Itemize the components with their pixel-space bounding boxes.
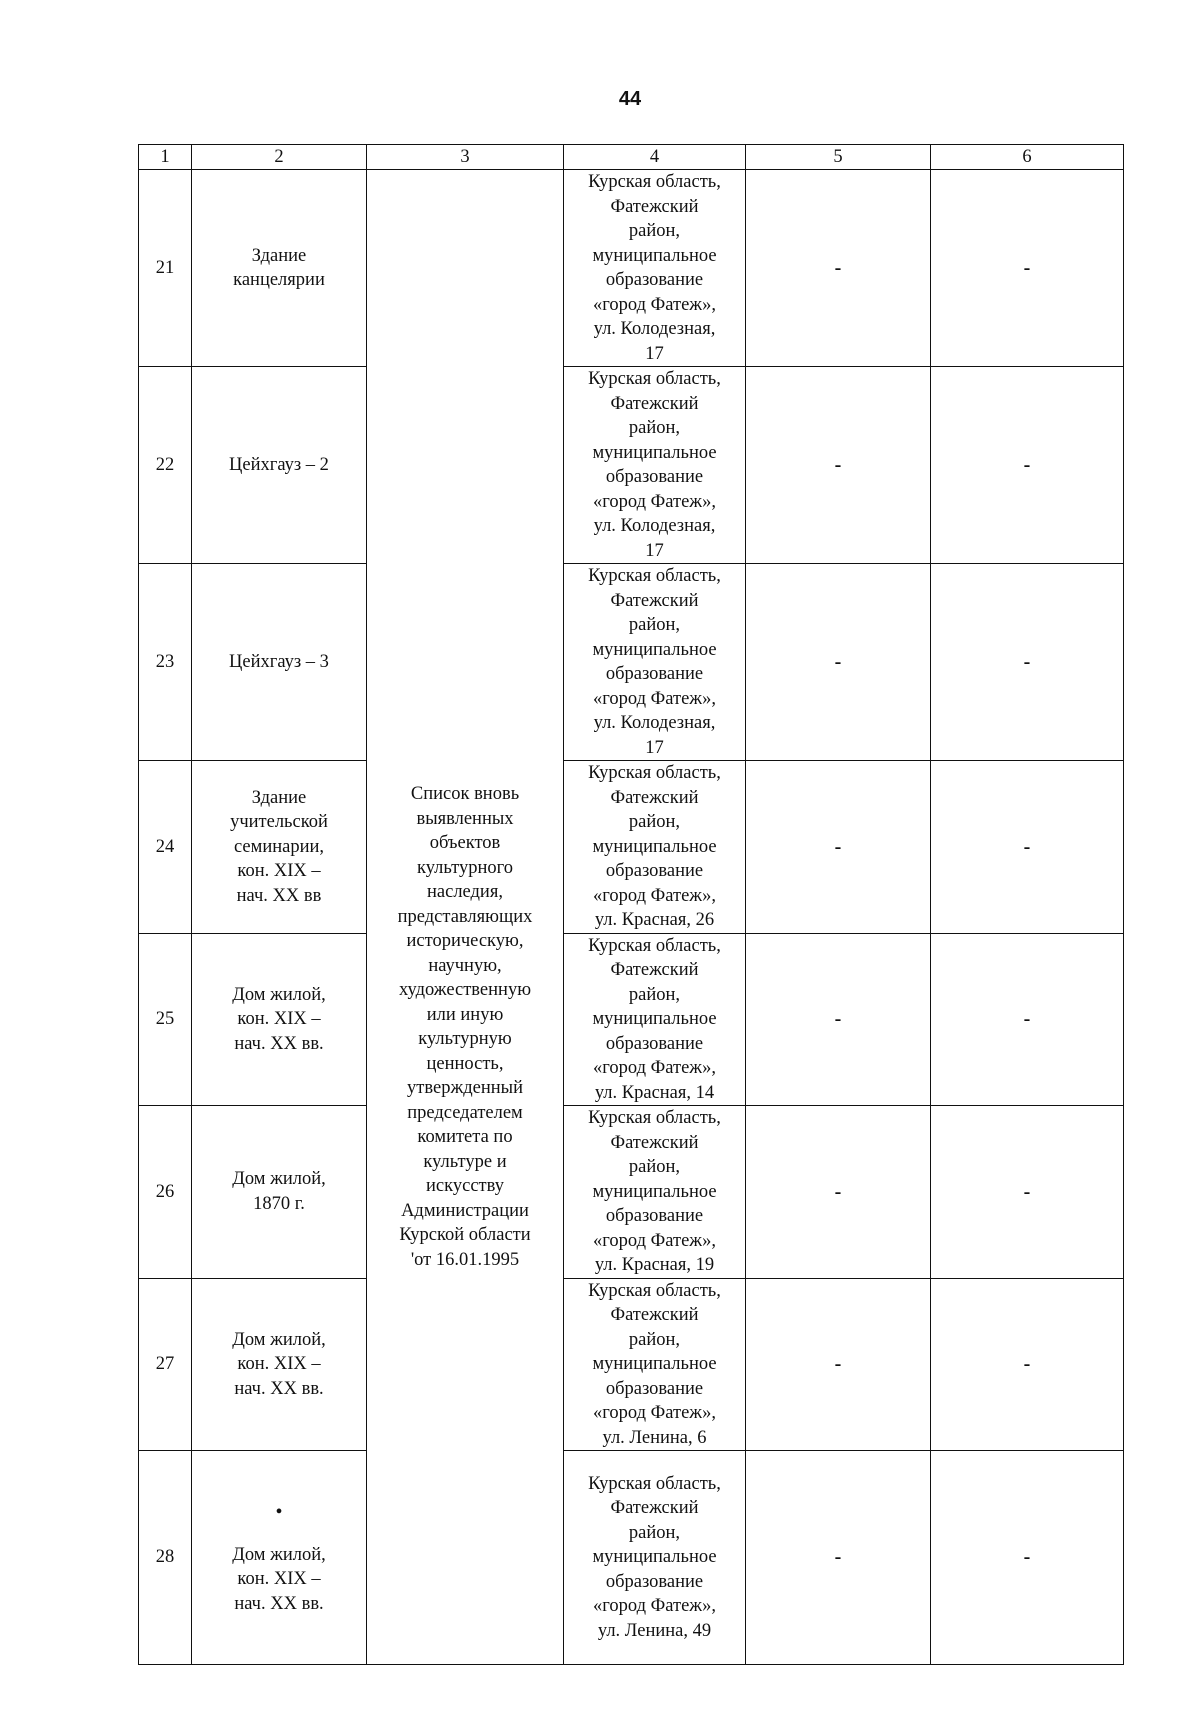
column-header-5: 5 <box>746 145 931 170</box>
column-6-value: - <box>931 1451 1124 1665</box>
object-address: Курская область, Фатежский район, муниципальное образование «город Фатеж», ул. Красная, 14 <box>564 933 746 1106</box>
source-document-note <box>367 170 564 1665</box>
column-header-1: 1 <box>139 145 192 170</box>
row-number: 25 <box>139 933 192 1106</box>
object-name: Дом жилой, 1870 г. <box>192 1106 367 1279</box>
row-number: 23 <box>139 564 192 761</box>
column-header-4: 4 <box>564 145 746 170</box>
object-name-cell <box>192 1451 367 1665</box>
table-row <box>139 1106 1124 1279</box>
table-row <box>139 761 1124 934</box>
row-number: 24 <box>139 761 192 934</box>
object-name: Цейхгауз – 3 <box>192 564 367 761</box>
column-5-value: - <box>746 564 931 761</box>
row-number: 28 <box>139 1451 192 1665</box>
column-header-6: 6 <box>931 145 1124 170</box>
object-name: Здание учительской семинарии, кон. XIX – нач. XX вв <box>192 761 367 934</box>
table-row <box>139 1278 1124 1451</box>
row-number: 27 <box>139 1278 192 1451</box>
table-row <box>139 367 1124 564</box>
object-name: Цейхгауз – 2 <box>192 367 367 564</box>
column-6-value: - <box>931 761 1124 934</box>
column-5-value: - <box>746 367 931 564</box>
object-address: Курская область, Фатежский район, муниципальное образование «город Фатеж», ул. Ленина, 49 <box>564 1451 746 1665</box>
column-6-value: - <box>931 170 1124 367</box>
object-name: Дом жилой, кон. XIX – нач. XX вв. <box>192 1278 367 1451</box>
table-row <box>139 170 1124 367</box>
column-6-value: - <box>931 564 1124 761</box>
object-address: Курская область, Фатежский район, муниципальное образование «город Фатеж», ул. Красная, 26 <box>564 761 746 934</box>
column-6-value: - <box>931 1278 1124 1451</box>
column-5-value: - <box>746 170 931 367</box>
row-number: 21 <box>139 170 192 367</box>
column-header-3: 3 <box>367 145 564 170</box>
object-address: Курская область, Фатежский район, муниципальное образование «город Фатеж», ул. Колодезная, 17 <box>564 170 746 367</box>
column-6-value: - <box>931 367 1124 564</box>
column-5-value: - <box>746 933 931 1106</box>
source-document-text: Список вновь выявленных объектов культурного наследия, представляющих историческую, научную, художественную или иную культурную ценность, утвержденный председателем комитета по культуре и искусству Администрации Курской области 'от 16.01.1995 <box>397 784 533 1270</box>
table-row <box>139 1451 1124 1665</box>
heritage-objects-table <box>138 144 1124 1665</box>
column-header-2: 2 <box>192 145 367 170</box>
bullet-mark: • <box>275 1500 283 1523</box>
object-address: Курская область, Фатежский район, муниципальное образование «город Фатеж», ул. Колодезная, 17 <box>564 367 746 564</box>
object-name: Дом жилой, кон. XIX – нач. XX вв. <box>192 933 367 1106</box>
row-number: 26 <box>139 1106 192 1279</box>
column-number-header-row <box>139 145 1124 170</box>
column-5-value: - <box>746 1451 931 1665</box>
page-number: 44 <box>618 88 642 110</box>
table-row <box>139 933 1124 1106</box>
object-address: Курская область, Фатежский район, муниципальное образование «город Фатеж», ул. Колодезная, 17 <box>564 564 746 761</box>
column-5-value: - <box>746 1278 931 1451</box>
column-6-value: - <box>931 933 1124 1106</box>
object-address: Курская область, Фатежский район, муниципальное образование «город Фатеж», ул. Ленина, 6 <box>564 1278 746 1451</box>
table-row <box>139 564 1124 761</box>
object-name: Здание канцелярии <box>192 170 367 367</box>
object-address: Курская область, Фатежский район, муниципальное образование «город Фатеж», ул. Красная, 19 <box>564 1106 746 1279</box>
column-5-value: - <box>746 1106 931 1279</box>
column-5-value: - <box>746 761 931 934</box>
row-number: 22 <box>139 367 192 564</box>
column-6-value: - <box>931 1106 1124 1279</box>
object-name: Дом жилой, кон. XIX – нач. XX вв. <box>232 1544 326 1614</box>
